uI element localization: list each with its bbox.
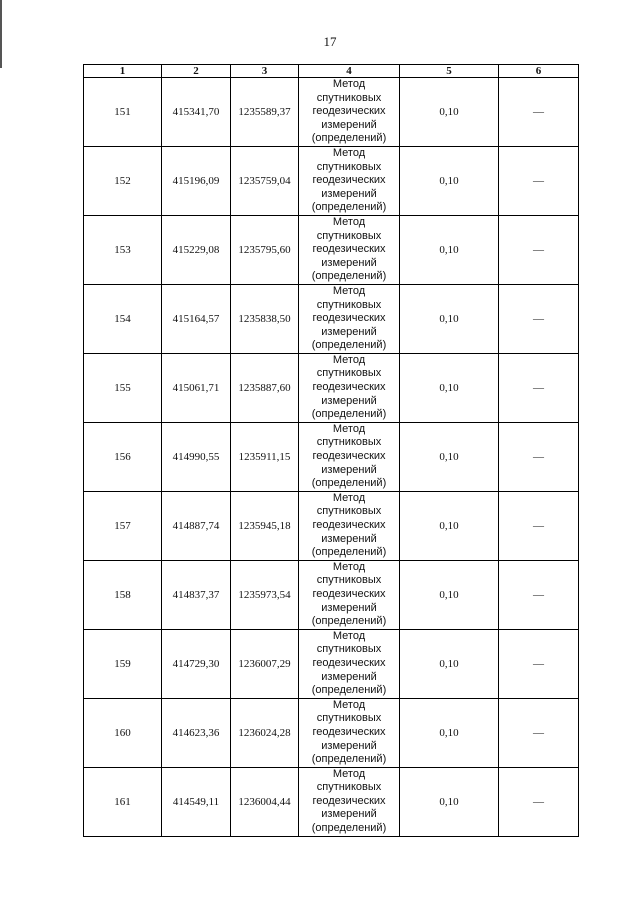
method-line: геодезических: [312, 587, 386, 600]
column-header-1: 1: [84, 65, 162, 78]
accuracy-cell: 0,10: [400, 560, 499, 629]
point-number-cell: 153: [84, 215, 162, 284]
method-line: (определений): [311, 201, 387, 214]
y-coordinate-cell: 1235911,15: [231, 422, 299, 491]
table-row: [84, 146, 579, 215]
method-line: Метод: [332, 422, 366, 435]
method-line: геодезических: [312, 450, 386, 463]
y-coordinate-cell: 1235589,37: [231, 78, 299, 147]
method-line: Метод: [332, 698, 366, 711]
table-body: [84, 78, 579, 837]
method-cell: [299, 353, 400, 422]
accuracy-cell: 0,10: [400, 353, 499, 422]
table-row: [84, 698, 579, 767]
x-coordinate-cell: 415196,09: [162, 146, 231, 215]
coordinates-table: [83, 64, 579, 837]
method-line: Метод: [332, 284, 366, 297]
method-line: Метод: [332, 146, 366, 159]
table-header: [84, 65, 579, 78]
y-coordinate-cell: 1236024,28: [231, 698, 299, 767]
point-number-cell: 154: [84, 284, 162, 353]
method-line: (определений): [311, 615, 387, 628]
accuracy-cell: 0,10: [400, 698, 499, 767]
point-number-cell: 152: [84, 146, 162, 215]
accuracy-cell: 0,10: [400, 422, 499, 491]
x-coordinate-cell: 415341,70: [162, 78, 231, 147]
table-row: [84, 284, 579, 353]
accuracy-cell: 0,10: [400, 284, 499, 353]
table-row: [84, 353, 579, 422]
y-coordinate-cell: 1235838,50: [231, 284, 299, 353]
accuracy-cell: 0,10: [400, 146, 499, 215]
note-cell: —: [499, 698, 579, 767]
method-line: спутниковых: [316, 91, 382, 104]
method-line: измерений: [321, 394, 377, 407]
column-header-3: 3: [231, 65, 299, 78]
method-line: измерений: [321, 808, 377, 821]
x-coordinate-cell: 415061,71: [162, 353, 231, 422]
y-coordinate-cell: 1235795,60: [231, 215, 299, 284]
method-line: спутниковых: [316, 298, 382, 311]
method-line: геодезических: [312, 381, 386, 394]
method-line: (определений): [311, 339, 387, 352]
method-cell: [299, 146, 400, 215]
method-cell: [299, 284, 400, 353]
method-line: Метод: [332, 767, 366, 780]
y-coordinate-cell: 1236007,29: [231, 629, 299, 698]
note-cell: —: [499, 146, 579, 215]
method-line: спутниковых: [316, 436, 382, 449]
point-number-cell: 160: [84, 698, 162, 767]
column-header-5: 5: [400, 65, 499, 78]
method-line: Метод: [332, 78, 366, 90]
y-coordinate-cell: 1235887,60: [231, 353, 299, 422]
note-cell: —: [499, 767, 579, 836]
note-cell: —: [499, 215, 579, 284]
accuracy-cell: 0,10: [400, 491, 499, 560]
method-cell: [299, 78, 400, 147]
note-cell: —: [499, 560, 579, 629]
table-row: [84, 629, 579, 698]
column-header-4: 4: [299, 65, 400, 78]
method-cell: [299, 422, 400, 491]
method-line: Метод: [332, 491, 366, 504]
method-line: спутниковых: [316, 367, 382, 380]
x-coordinate-cell: 414729,30: [162, 629, 231, 698]
method-line: спутниковых: [316, 574, 382, 587]
method-line: спутниковых: [316, 781, 382, 794]
y-coordinate-cell: 1235973,54: [231, 560, 299, 629]
method-line: (определений): [311, 684, 387, 697]
method-line: геодезических: [312, 656, 386, 669]
method-line: геодезических: [312, 794, 386, 807]
header-row: [84, 65, 579, 78]
method-line: Метод: [332, 215, 366, 228]
method-line: спутниковых: [316, 712, 382, 725]
x-coordinate-cell: 415229,08: [162, 215, 231, 284]
method-line: геодезических: [312, 312, 386, 325]
method-line: геодезических: [312, 243, 386, 256]
method-cell: [299, 629, 400, 698]
x-coordinate-cell: 414887,74: [162, 491, 231, 560]
method-line: измерений: [321, 187, 377, 200]
point-number-cell: 156: [84, 422, 162, 491]
method-line: Метод: [332, 353, 366, 366]
method-line: Метод: [332, 560, 366, 573]
method-line: измерений: [321, 601, 377, 614]
note-cell: —: [499, 629, 579, 698]
note-cell: —: [499, 284, 579, 353]
method-line: измерений: [321, 670, 377, 683]
method-cell: [299, 698, 400, 767]
x-coordinate-cell: 415164,57: [162, 284, 231, 353]
accuracy-cell: 0,10: [400, 629, 499, 698]
method-line: спутниковых: [316, 643, 382, 656]
note-cell: —: [499, 353, 579, 422]
point-number-cell: 159: [84, 629, 162, 698]
y-coordinate-cell: 1235759,04: [231, 146, 299, 215]
method-line: измерений: [321, 739, 377, 752]
method-cell: [299, 560, 400, 629]
method-line: (определений): [311, 477, 387, 490]
method-line: геодезических: [312, 174, 386, 187]
point-number-cell: 155: [84, 353, 162, 422]
method-line: измерений: [321, 256, 377, 269]
method-line: (определений): [311, 408, 387, 421]
point-number-cell: 157: [84, 491, 162, 560]
method-line: измерений: [321, 325, 377, 338]
method-line: спутниковых: [316, 160, 382, 173]
method-line: (определений): [311, 753, 387, 766]
accuracy-cell: 0,10: [400, 767, 499, 836]
method-line: (определений): [311, 546, 387, 559]
method-cell: [299, 491, 400, 560]
method-line: (определений): [311, 132, 387, 145]
method-line: спутниковых: [316, 229, 382, 242]
page-number: 17: [323, 34, 337, 49]
method-line: измерений: [321, 532, 377, 545]
x-coordinate-cell: 414549,11: [162, 767, 231, 836]
method-line: (определений): [311, 822, 387, 835]
method-line: измерений: [321, 118, 377, 131]
method-line: измерений: [321, 463, 377, 476]
y-coordinate-cell: 1235945,18: [231, 491, 299, 560]
method-line: (определений): [311, 270, 387, 283]
table-row: [84, 215, 579, 284]
table-row: [84, 422, 579, 491]
table-row: [84, 78, 579, 147]
x-coordinate-cell: 414837,37: [162, 560, 231, 629]
method-line: Метод: [332, 629, 366, 642]
x-coordinate-cell: 414623,36: [162, 698, 231, 767]
point-number-cell: 151: [84, 78, 162, 147]
method-cell: [299, 767, 400, 836]
table-row: [84, 767, 579, 836]
column-header-6: 6: [499, 65, 579, 78]
table-row: [84, 491, 579, 560]
point-number-cell: 161: [84, 767, 162, 836]
method-line: геодезических: [312, 725, 386, 738]
method-line: геодезических: [312, 105, 386, 118]
column-header-2: 2: [162, 65, 231, 78]
point-number-cell: 158: [84, 560, 162, 629]
x-coordinate-cell: 414990,55: [162, 422, 231, 491]
accuracy-cell: 0,10: [400, 215, 499, 284]
method-cell: [299, 215, 400, 284]
note-cell: —: [499, 78, 579, 147]
note-cell: —: [499, 491, 579, 560]
method-line: геодезических: [312, 519, 386, 531]
table-row: [84, 560, 579, 629]
accuracy-cell: 0,10: [400, 78, 499, 147]
note-cell: —: [499, 422, 579, 491]
method-line: спутниковых: [316, 505, 382, 518]
y-coordinate-cell: 1236004,44: [231, 767, 299, 836]
